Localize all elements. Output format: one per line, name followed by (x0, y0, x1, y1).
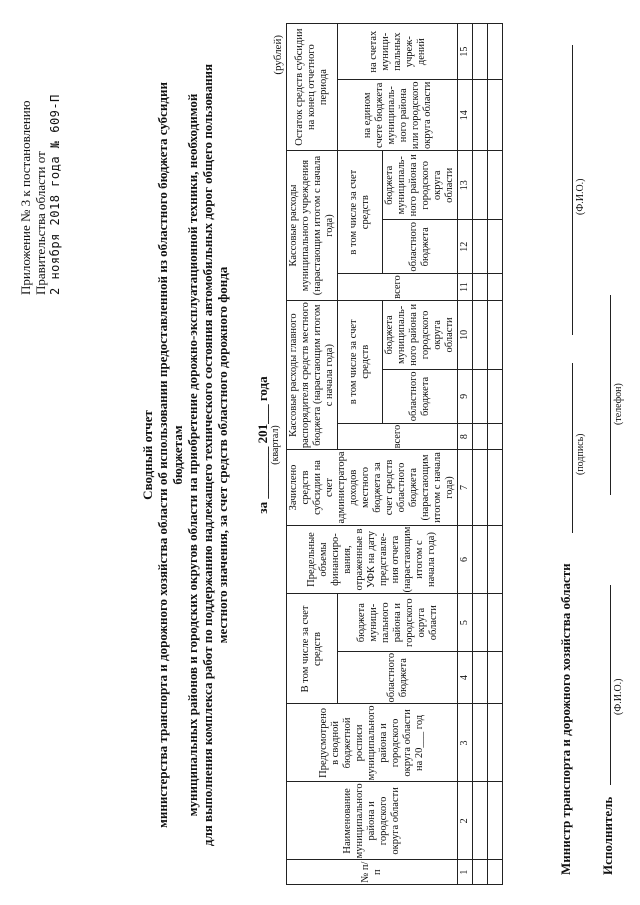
col-num: 2 (458, 782, 473, 860)
rotated-document-page (10, 15, 630, 895)
col-header-including: В том числе за счет средств (287, 594, 338, 704)
col-header-total-2: всего (338, 274, 458, 301)
report-title-line-3: для выполнения комплекса работ по поддержанию надлежащего технического состояния автомобильных дорог общего пользования (200, 63, 215, 847)
col-num: 13 (458, 151, 473, 220)
col-header-name: Наименование муниципального района и городского округа области (287, 782, 458, 860)
appendix-line-2: Правительства области от (33, 151, 48, 295)
appendix-line-3: 2 ноября 2018 года № 609-П (48, 94, 62, 295)
report-heading: Сводный отчет (140, 410, 155, 500)
table-row (488, 24, 503, 885)
fio-caption-1: (Ф.И.О.) (575, 178, 586, 215)
report-title (140, 55, 230, 855)
col-header-credited: Зачислено средств субсидии на счет администратора доходов местного бюджета за счет средств областного бюджета (нарастающим итогом с начала года) (287, 450, 458, 525)
col-header-regional: областного бюджета (338, 651, 458, 704)
col-num: 4 (458, 651, 473, 704)
fio-caption-2: (Ф.И.О.) (613, 678, 624, 715)
col-num: 9 (458, 369, 473, 423)
executor-phone-underline (610, 295, 611, 495)
col-num: 11 (458, 274, 473, 301)
col-header-incl-2: в том числе за счет средств (338, 151, 383, 274)
col-header-limit: Предельные объемы финансиро-вания, отраженные в УФК на дату представле-ния отчета (нарастающим итогом с начала года) (287, 525, 458, 594)
col-num: 12 (458, 220, 473, 274)
col-num: 1 (458, 860, 473, 885)
col-num: 8 (458, 423, 473, 450)
col-num: 7 (458, 450, 473, 525)
col-header-rest-single: на едином счете бюджета муниципаль-ного района или городского округа области (338, 80, 458, 151)
executor-fio-underline (610, 585, 611, 785)
col-header-municipal-2: бюджета муниципаль-ного района и городского округа области (383, 151, 458, 220)
column-number-row (458, 24, 473, 885)
currency-note: (рублей) (272, 35, 284, 75)
col-num: 10 (458, 300, 473, 369)
report-period: за ________ 201___ года (255, 376, 270, 514)
col-header-incl-1: в том числе за счет средств (338, 300, 383, 423)
col-header-municipal-1: бюджета муниципаль-ного района и городского округа области (383, 300, 458, 369)
report-title-line-1: министерства транспорта и дорожного хозяйства области об использовании предоставленной из областного бюджета субсидии бюджетам (155, 82, 185, 828)
col-header-municipal: бюджета муници-пального района и городского округа области (338, 594, 458, 651)
col-header-cash-main: Кассовые расходы главного распорядителя средств местного бюджета (нарастающим итогом с начала года) (287, 300, 338, 450)
report-title-line-2: муниципальных районов и городских округов области на приобретение дорожно-эксплуатационной техники, необходимой (185, 93, 200, 817)
appendix-line-1: Приложение № 3 к постановлению (18, 100, 33, 295)
col-header-num: № п/п (287, 860, 458, 885)
col-header-regional-1: областного бюджета (383, 369, 458, 423)
col-num: 5 (458, 594, 473, 651)
col-header-rest-accounts: на счетах муници-пальных учреж-дений (338, 24, 458, 80)
col-num: 15 (458, 24, 473, 80)
fio-underline (572, 45, 573, 335)
col-header-regional-2: областного бюджета (383, 220, 458, 274)
signature-underline (572, 363, 573, 533)
phone-caption: (телефон) (613, 383, 624, 425)
col-num: 3 (458, 704, 473, 782)
signature-caption: (подпись) (575, 433, 586, 475)
col-num: 14 (458, 80, 473, 151)
report-period-hint: (квартал) (270, 425, 281, 465)
col-header-planned: Предусмотрено в сводной бюджетной росписи муниципального района и городского округа области на 20___ год (287, 704, 458, 782)
table-row (473, 24, 488, 885)
executor-label: Исполнитель (600, 796, 615, 875)
minister-label: Министр транспорта и дорожного хозяйства области (558, 563, 573, 875)
col-header-total-1: всего (338, 423, 458, 450)
col-header-cash-inst: Кассовые расходы муниципального учреждения (нарастающим итогом с начала года) (287, 151, 338, 301)
report-table (286, 23, 503, 885)
appendix-note (18, 25, 63, 295)
col-header-rest: Остаток средств субсидии на конец отчетного периода (287, 24, 338, 151)
report-title-line-4: местного значения, за счет средств областного дорожного фонда (215, 266, 230, 644)
col-num: 6 (458, 525, 473, 594)
